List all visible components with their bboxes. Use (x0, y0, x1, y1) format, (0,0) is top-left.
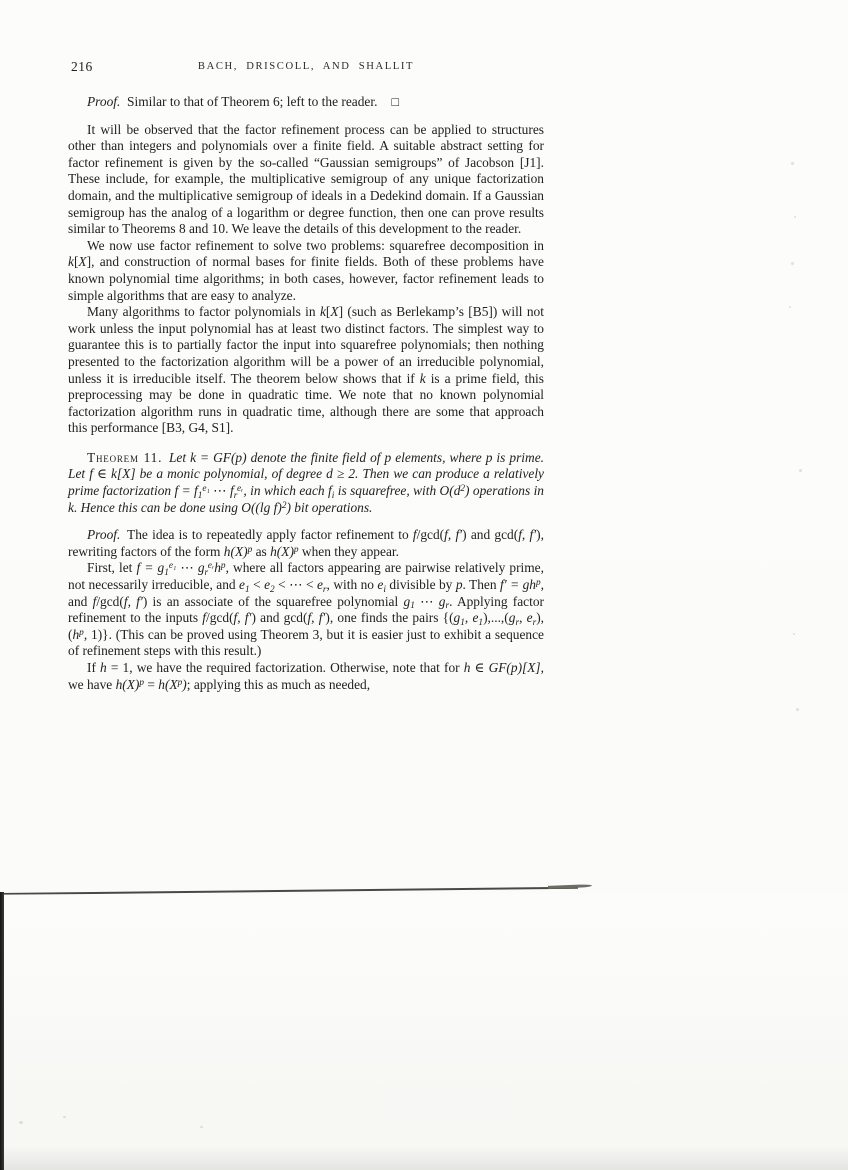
proof-of-previous-theorem: Proof. Similar to that of Theorem 6; left to the reader. □ (87, 94, 399, 109)
scan-speck (791, 162, 794, 165)
scan-speck (200, 1126, 203, 1128)
scan-bottom-shadow (0, 1146, 848, 1170)
theorem-11: Theorem 11. Let k = GF(p) denote the finite field of p elements, where p is prime. Let f ∈ k[X] be a monic polynomial, of degree d ≥ 2. Then we can produce a relatively prime factorization $f = f_1^{e_1}$ ⋯ $f_r^{eᵣ}$, in which each $f_i$ is squarefree, with $O(d^2)$ operations in k. Hence this can be done using O((lg f)$^2$) bit operations. (68, 449, 545, 515)
under-page-surface (4, 894, 848, 1170)
paragraph-gaussian-semigroups: It will be observed that the factor refinement process can be applied to structures other than integers and polynomials over a finite field. A suitable abstract setting for factor refinement is given by the so-called “Gaussian semigroups” of Jacobson [J1]. These include, for example, the multiplicative semigroup of any unique factorization domain, and the multiplicative semigroup of ideals in a Dedekind domain. If a Gaussian semigroup has the analog of a logarithm or degree function, then one can prove results similar to Theorems 8 and 10. We leave the details of this development to the reader. (68, 121, 544, 237)
paragraph-berlekamp: Many algorithms to factor polynomials in k[X] (such as Berlekamp’s [B5]) will not work unless the input polynomial has at least two distinct factors. The simplest way to guarantee this is to partially factor the input into squarefree polynomials; then nothing presented to the factorization algorithm will be a power of an irreducible polynomial, unless it is irreducible itself. The theorem below shows that if k is a prime field, this preprocessing may be done in quadratic time. We note that no known polynomial factorization algorithm runs in quadratic time, although there are some that approach this performance [B3, G4, S1]. (68, 304, 544, 436)
running-head: BACH, DRISCOLL, AND SHALLIT (197, 61, 415, 72)
paragraph-if-h-equals-1: If h = 1, we have the required factorization. Otherwise, note that for h ∈ GF(p)[X], we have $h(X)^p = h(X^p)$; applying this as much as needed, (68, 660, 544, 692)
scan-speck (799, 469, 802, 472)
text-block (68, 58, 544, 693)
scan-speck (63, 1116, 66, 1118)
scan-speck (796, 708, 799, 711)
page-body (68, 94, 544, 693)
proof-theorem-11-idea: Proof. The idea is to repeatedly apply factor refinement to f/gcd(f, f′) and gcd(f, f′), rewriting factors of the form $h(X)^p$ as $h(X)^p$ when they appear. (68, 527, 544, 559)
scan-speck (794, 216, 796, 218)
scan-speck (791, 262, 794, 265)
paragraph-first-let: First, let $f = g_1^{e_1}$ ⋯ $g_r^{eᵣ}h^p$, where all factors appearing are pairwise relatively prime, not necessarily irreducible, and $e_1 < e_2$ < ⋯ < $e_r$, with no $e_i$ divisible by p. Then $f' = gh^p$, and f/gcd(f, f′) is an associate of the squarefree polynomial $g_1$ ⋯ $g_r$. Applying factor refinement to the inputs f/gcd(f, f′) and gcd(f, f′), one finds the pairs {($g_1$, $e_1),...,(g_r$, $e_r$), ($h^p$, 1)}. (This can be proved using Theorem 3, but it is easier just to exhibit a sequence of refinement steps with this result.) (68, 560, 545, 659)
paragraph-two-problems: We now use factor refinement to solve two problems: squarefree decomposition in k[X], and construction of normal bases for finite fields. Both of these problems have known polynomial time algorithms; in both cases, however, factor refinement leads to simple algorithms that are easy to analyze. (68, 237, 544, 303)
under-page-left-edge (0, 892, 4, 1170)
under-page-edge-taper (548, 884, 592, 889)
scan-speck (789, 306, 791, 308)
page-number: 216 (71, 59, 93, 74)
scan-speck (19, 1121, 23, 1124)
scan-speck (793, 633, 795, 635)
page-header (68, 58, 544, 78)
under-page-edge-line (0, 887, 578, 895)
